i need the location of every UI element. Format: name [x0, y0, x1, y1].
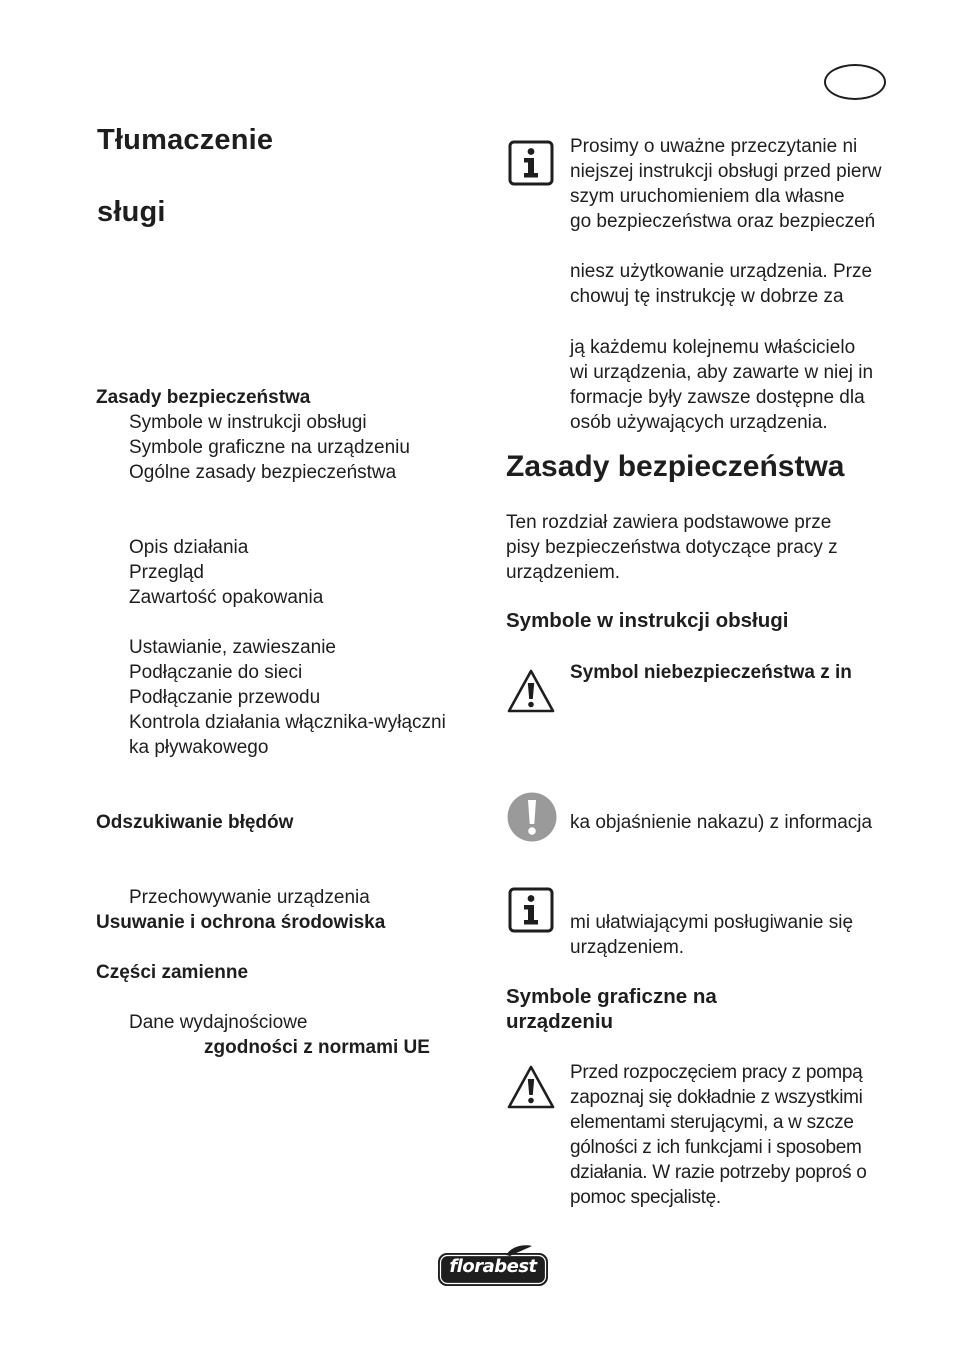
- subheading-device-symbols: [506, 984, 717, 1034]
- toc-item[interactable]: ka pływakowego: [129, 737, 269, 758]
- subheading-line: urządzeniu: [506, 1010, 614, 1033]
- text-line: Przed rozpoczęciem pracy z pompą: [570, 1062, 863, 1083]
- text-line: Ten rozdział zawiera podstawowe prze: [506, 512, 832, 533]
- text-line: Prosimy o uważne przeczytanie ni: [570, 136, 858, 157]
- toc-item[interactable]: Odszukiwanie błędów: [96, 812, 294, 833]
- text-line: niesz użytkowanie urządzenia. Prze: [570, 261, 873, 282]
- toc-item[interactable]: Przechowywanie urządzenia: [129, 887, 370, 908]
- intro-paragraph-part1: [570, 134, 882, 234]
- page-title-line2: sługi: [97, 196, 166, 228]
- toc-item[interactable]: Usuwanie i ochrona środowiska: [96, 912, 386, 933]
- info-icon: [508, 140, 554, 186]
- toc-item[interactable]: Kontrola działania włącznika-wyłączni: [129, 712, 446, 733]
- toc-item[interactable]: Dane wydajnościowe: [129, 1012, 308, 1033]
- text-line: osób używających urządzenia.: [570, 412, 828, 433]
- toc-item[interactable]: zgodności z normami UE: [204, 1037, 430, 1058]
- toc-item[interactable]: Zawartość opakowania: [129, 587, 324, 608]
- subheading-line: Symbole graficzne na: [506, 985, 717, 1008]
- info-symbol-text: [570, 910, 853, 960]
- section-intro: [506, 510, 838, 585]
- toc-item[interactable]: Ustawianie, zawieszanie: [129, 637, 336, 658]
- toc-item[interactable]: Symbole graficzne na urządzeniu: [129, 437, 410, 458]
- intro-paragraph-part3: [570, 335, 873, 435]
- text-line: urządzeniem.: [506, 562, 621, 583]
- text-line: pomoc specjalistę.: [570, 1187, 721, 1208]
- text-line: mi ułatwiającymi posługiwanie się: [570, 912, 854, 933]
- text-line: urządzeniem.: [570, 937, 685, 958]
- text-line: szym uruchomieniem dla własne: [570, 186, 845, 207]
- text-line: gólności z ich funkcjami i sposobem: [570, 1137, 862, 1158]
- toc-item[interactable]: Ogólne zasady bezpieczeństwa: [129, 462, 397, 483]
- info-icon: [508, 887, 554, 933]
- toc-item[interactable]: Symbole w instrukcji obsługi: [129, 412, 367, 433]
- text-line: niejszej instrukcji obsługi przed pierw: [570, 161, 882, 182]
- language-badge: [824, 64, 886, 100]
- text-line: zapoznaj się dokładnie z wszystkimi: [570, 1087, 863, 1108]
- toc-item[interactable]: Podłączanie do sieci: [129, 662, 303, 683]
- subheading-symbols-manual: Symbole w instrukcji obsługi: [506, 609, 789, 632]
- text-line: ją każdemu kolejnemu właścicielo: [570, 337, 856, 358]
- warning-icon: [506, 1064, 556, 1110]
- warning-icon: [506, 668, 556, 714]
- section-heading: Zasady bezpieczeństwa: [506, 450, 845, 483]
- intro-paragraph-part2: [570, 259, 872, 309]
- florabest-logo: [436, 1243, 550, 1289]
- text-line: formacje były zawsze dostępne dla: [570, 387, 865, 408]
- device-warning-text: [570, 1060, 867, 1210]
- toc-item[interactable]: Przegląd: [129, 562, 204, 583]
- text-line: go bezpieczeństwa oraz bezpieczeń: [570, 211, 876, 232]
- toc-item[interactable]: Zasady bezpieczeństwa: [96, 387, 311, 408]
- logo-text: florabest: [449, 1256, 537, 1277]
- toc-item[interactable]: Opis działania: [129, 537, 249, 558]
- toc-item[interactable]: Podłączanie przewodu: [129, 687, 321, 708]
- page-title-line1: Tłumaczenie: [97, 124, 274, 156]
- text-line: elementami sterującymi, a w szcze: [570, 1112, 854, 1133]
- text-line: pisy bezpieczeństwa dotyczące pracy z: [506, 537, 838, 558]
- text-line: wi urządzenia, aby zawarte w niej in: [570, 362, 874, 383]
- text-line: chowuj tę instrukcję w dobrze za: [570, 286, 844, 307]
- warning-symbol-text: Symbol niebezpieczeństwa z in: [570, 662, 852, 683]
- toc-item[interactable]: Części zamienne: [96, 962, 249, 983]
- exclamation-icon: [507, 792, 557, 842]
- mandatory-symbol-text: ka objaśnienie nakazu) z informacja: [570, 812, 873, 833]
- text-line: działania. W razie potrzeby poproś o: [570, 1162, 867, 1183]
